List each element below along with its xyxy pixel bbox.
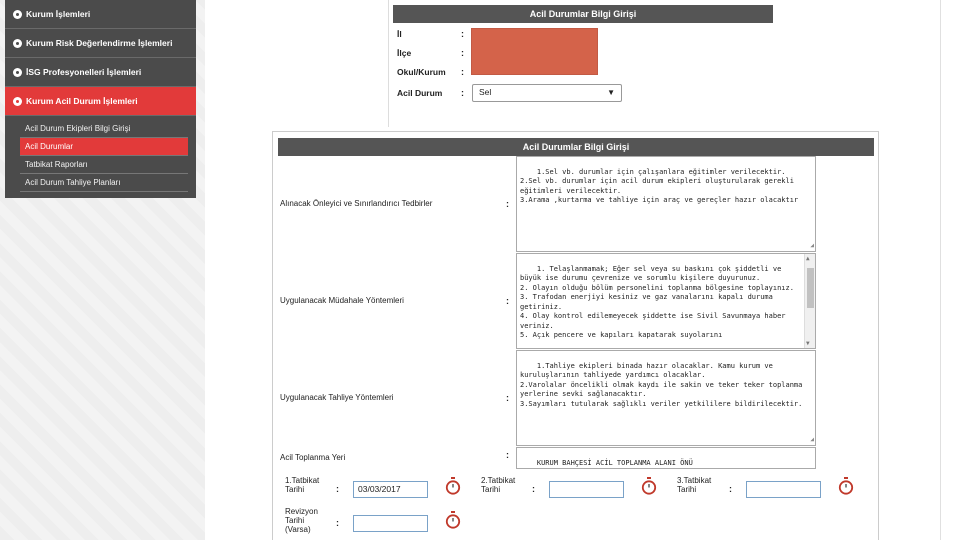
tatbikat1-date-input[interactable]: 03/03/2017 [353,481,428,498]
top-form-panel [388,0,774,127]
tatbikat1-label [285,476,319,494]
colon: : [336,518,339,528]
scroll-up-icon[interactable]: ▲ [806,255,810,262]
submenu-item-acil-durumlar[interactable]: Acil Durumlar [20,138,188,156]
stopwatch-icon[interactable] [445,477,461,495]
bullet-icon [13,97,22,106]
colon: : [461,67,464,77]
bullet-icon [13,10,22,19]
sidebar-item-risk[interactable] [5,29,196,58]
submenu-item-tahliye[interactable]: Acil Durum Tahliye Planları [20,174,188,192]
mudahale-text: 1. Telaşlanmamak; Eğer sel veya su baskını çok şiddetli ve büyük ise durumu çevrenize ve sorumlu kişilere duyurunuz. 2. Olayın olduğu bölüm personelini toplanma bölgesine toplayınız. 3. Trafodan enerjiyi kesiniz ve gaz vanalarını kapalı duruma getiriniz. 4. Olay kontrol edilemeyecek şiddette ise Sivil Savunmaya haber veriniz. 5. Açık pencere ve kapıları kapatarak suyolarını [520,264,794,339]
scrollbar[interactable] [804,254,815,348]
revizyon-date-input[interactable] [353,515,428,532]
sidebar-item-label: İSG Profesyonelleri İşlemleri [26,67,142,77]
ilce-label: İlçe [397,48,412,58]
colon: : [461,88,464,98]
tatbikat3-label [677,476,711,494]
sidebar-item-label: Kurum Risk Değerlendirme İşlemleri [26,38,173,48]
toplanma-label: Acil Toplanma Yeri [280,453,346,462]
stopwatch-icon[interactable] [445,511,461,529]
main-form-title: Acil Durumlar Bilgi Girişi [278,138,874,156]
bullet-icon [13,68,22,77]
page-divider [940,0,941,540]
tahliye-textarea[interactable] [516,350,816,446]
tahliye-text: 1.Tahliye ekipleri binada hazır olacaklar. Kamu kurum ve kuruluşlarının tahliyede yardımcı olacaklar. 2.Varolalar öncelikli olmak kaydı ile sakin ve teker teker toplanma yerlerine sevki sağlanacaktır. 3.Sayımları tutularak sağlıklı veriler yetkililere bildirilecektir. [520,361,803,408]
scrollbar-thumb[interactable] [807,268,814,308]
scroll-down-icon[interactable]: ▼ [806,339,810,347]
colon: : [506,450,509,460]
chevron-down-icon: ▼ [607,88,615,97]
il-label: İl [397,29,402,39]
toplanma-textarea[interactable] [516,447,816,469]
tatbikat2-label [481,476,515,494]
sidebar-item-label: Kurum İşlemleri [26,9,91,19]
mudahale-label: Uygulanacak Müdahale Yöntemleri [280,296,404,305]
sidebar-item-label: Kurum Acil Durum İşlemleri [26,96,138,106]
submenu-item-ekipler[interactable]: Acil Durum Ekipleri Bilgi Girişi [20,120,188,138]
revizyon-label-line2: Tarihi [285,516,305,525]
masked-location-block [471,28,598,75]
sidebar-submenu [5,116,196,198]
tatbikat2-label-line1: 2.Tatbikat [481,476,516,485]
revizyon-label-line1: Revizyon [285,507,318,516]
main-form-panel [272,131,879,540]
acil-durum-label: Acil Durum [397,88,443,98]
tedbir-label: Alınacak Önleyici ve Sınırlandırıcı Tedbirler [280,199,433,208]
tatbikat2-date-input[interactable] [549,481,624,498]
revizyon-label-line3: (Varsa) [285,525,311,534]
sidebar-item-acil-durum[interactable] [5,87,196,116]
stopwatch-icon[interactable] [838,477,854,495]
colon: : [506,199,509,209]
resize-handle-icon[interactable]: ◢ [810,435,814,443]
acil-durum-select-value: Sel [479,87,492,97]
sidebar [5,0,196,198]
tedbir-text: 1.Sel vb. durumlar için çalışanlara eğitimler verilecektir. 2.Sel vb. durumlar için acil durum ekipleri oluşturularak gerekli eğitimleri verilecektir. 3.Arama ,kurtarma ve tahliye için araç ve gereçler hazır olacaktır [520,167,799,204]
colon: : [336,484,339,494]
okul-label: Okul/Kurum [397,67,446,77]
sidebar-item-kurum-islemleri[interactable] [5,0,196,29]
tahliye-label: Uygulanacak Tahliye Yöntemleri [280,393,394,402]
stopwatch-icon[interactable] [641,477,657,495]
colon: : [506,296,509,306]
toplanma-text: KURUM BAHÇESİ ACİL TOPLANMA ALANI ÖNÜ [536,458,693,467]
tatbikat1-label-line2: Tarihi [285,485,305,494]
colon: : [461,29,464,39]
mudahale-textarea[interactable] [516,253,816,349]
resize-handle-icon[interactable]: ◢ [810,241,814,249]
colon: : [729,484,732,494]
tedbir-textarea[interactable] [516,156,816,252]
tatbikat3-label-line1: 3.Tatbikat [677,476,712,485]
acil-durum-select[interactable] [472,84,622,102]
tatbikat3-date-input[interactable] [746,481,821,498]
tatbikat2-label-line2: Tarihi [481,485,501,494]
submenu-item-tatbikat[interactable]: Tatbikat Raporları [20,156,188,174]
bullet-icon [13,39,22,48]
colon: : [506,393,509,403]
tatbikat1-label-line1: 1.Tatbikat [285,476,320,485]
colon: : [461,48,464,58]
sidebar-item-isg[interactable] [5,58,196,87]
tatbikat3-label-line2: Tarihi [677,485,697,494]
top-form-title: Acil Durumlar Bilgi Girişi [393,5,773,23]
revizyon-label [285,507,318,534]
colon: : [532,484,535,494]
